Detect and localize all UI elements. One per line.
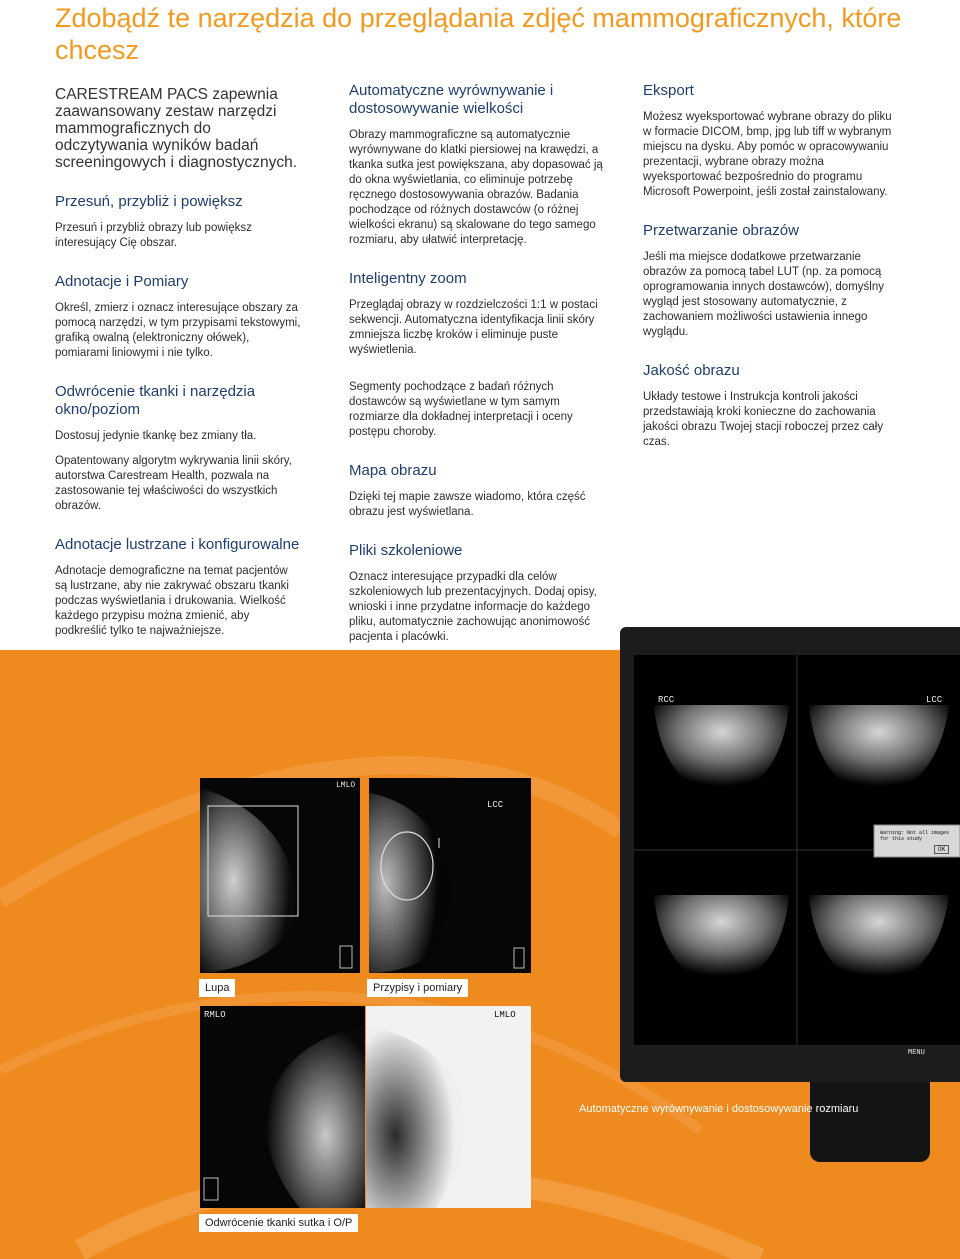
magnifier-image <box>200 778 360 973</box>
text-auto-align: Obrazy mammograficzne są automatycznie wyrównywane do klatki piersiowej na krawędzi, a tkanka sutka jest powiększana, aby dopasować ją do okna wyświetlania, co eliminuje potrzebę ręcznego dostosowywania obrazów. Badania pochodzące od różnych dostawców (o różnej wielkości ekranu) są skalowane do tego samego rozmiaru, aby ułatwić interpretację. <box>349 129 603 246</box>
page-title: Zdobądź te narzędzia do przeglądania zdjęć mammograficznych, które chcesz <box>55 3 902 65</box>
text-image-map: Dzięki tej mapie zawsze wiadomo, która część obrazu jest wyświetlana. <box>349 491 586 518</box>
annotations-header-lines <box>461 780 527 787</box>
text-tissue-inversion-2: Opatentowany algorytm wykrywania linii skóry, autorstwa Carestream Health, pozwala na zastosowanie tej właściwości do wszystkich obrazów. <box>55 455 292 512</box>
heading-image-quality: Jakość obrazu <box>643 362 740 379</box>
monitor-menu-button[interactable]: MENU <box>908 1049 925 1057</box>
inversion-caption: Odwrócenie tkanki sutka i O/P <box>199 1214 358 1232</box>
annotations-view-label: LCC <box>487 800 504 810</box>
monitor-rcc-label: RCC <box>658 695 675 705</box>
heading-auto-align: Automatyczne wyrównywanie i dostosowywanie wielkości <box>349 82 554 117</box>
text-mirror-annotations: Adnotacje demograficzne na temat pacjentów są lustrzane, aby nie zakrywać obszaru tkanki podczas wyświetlania i drukowania. Wielkość każdego przypisu można zmienić, aby podkreślić tylko te najważniejsze. <box>55 565 289 637</box>
heading-tissue-inversion: Odwrócenie tkanki i narzędzia okno/poziom <box>55 383 256 418</box>
monitor-dialog-text: Warning: Not all images for this study <box>880 830 950 842</box>
annotations-image <box>369 778 531 973</box>
heading-pan-zoom: Przesuń, przybliż i powiększ <box>55 193 243 210</box>
monitor-caption: Automatyczne wyrównywanie i dostosowywanie rozmiaru <box>579 1103 859 1115</box>
intro-text: CARESTREAM PACS zapewnia zaawansowany zestaw narzędzi mammograficznych do odczytywania wyników badań screeningowych i diagnostycznych. <box>55 86 298 171</box>
text-image-quality: Układy testowe i Instrukcja kontroli jakości przedstawiają kroki konieczne do zachowania jakości obrazu Twojej stacji roboczej przez cały czas. <box>643 391 884 448</box>
text-smart-zoom-1: Przeglądaj obrazy w rozdzielczości 1:1 w postaci sekwencji. Automatyczna identyfikacja linii skóry zmniejsza liczbę kroków i eliminuje puste wyświetlenia. <box>349 299 598 356</box>
monitor-lcc-label: LCC <box>926 695 943 705</box>
inversion-image-right <box>366 1006 531 1208</box>
monitor <box>620 627 960 1082</box>
column-2 <box>349 82 609 667</box>
magnifier-view-label: LMLO <box>336 781 356 790</box>
column-1 <box>55 86 303 661</box>
heading-image-map: Mapa obrazu <box>349 462 437 479</box>
decorative-arcs <box>620 0 960 650</box>
text-image-processing: Jeśli ma miejsce dodatkowe przetwarzanie obrazów za pomocą tabel LUT (np. za pomocą oprogramowania innych dostawców), domyślny wygląd jest stosowany automatycznie, z zachowaniem możliwości ustawienia innego wyglądu. <box>643 251 884 338</box>
heading-export: Eksport <box>643 82 694 99</box>
annotations-caption: Przypisy i pomiary <box>367 979 468 997</box>
monitor-dialog-ok-button[interactable]: OK <box>934 845 949 854</box>
heading-image-processing: Przetwarzanie obrazów <box>643 222 799 239</box>
monitor-stand <box>810 1082 930 1162</box>
heading-smart-zoom: Inteligentny zoom <box>349 270 467 287</box>
heading-annotations: Adnotacje i Pomiary <box>55 273 189 290</box>
text-tissue-inversion-1: Dostosuj jedynie tkankę bez zmiany tła. <box>55 430 257 442</box>
magnifier-caption: Lupa <box>199 979 235 997</box>
text-export: Możesz wyeksportować wybrane obrazy do pliku w formacie DICOM, bmp, jpg lub tiff w wybranym miejscu na dysku. Aby pomóc w opracowywaniu prezentacji, wybrane obrazy można wyeksportować bezpośrednio do programu Microsoft Powerpoint, jeśli został zainstalowany. <box>643 111 892 198</box>
inversion-image-left <box>200 1006 365 1208</box>
inversion-left-view-label: RMLO <box>204 1010 226 1020</box>
heading-mirror-annotations: Adnotacje lustrzane i konfigurowalne <box>55 536 300 553</box>
monitor-screen <box>634 655 960 1045</box>
text-teaching-files: Oznacz interesujące przypadki dla celów szkoleniowych lub prezentacyjnych. Dodaj opisy, wnioski i inne przydatne informacje do każdego pliku, automatycznie zachowując anonimowość pacjenta i placówki. <box>349 571 597 643</box>
text-pan-zoom: Przesuń i przybliż obrazy lub powiększ interesujący Cię obszar. <box>55 222 252 249</box>
text-smart-zoom-2: Segmenty pochodzące z badań różnych dostawców są wyświetlane w tym samym rozmiarze dla dokładnej interpretacji i oceny postępu choroby. <box>349 381 573 438</box>
heading-teaching-files: Pliki szkoleniowe <box>349 542 463 559</box>
text-annotations: Określ, zmierz i oznacz interesujące obszary za pomocą narzędzi, w tym przypisami tekstowymi, grafiką owalną (elektroniczny ołówek), pomiarami liniowymi i nie tylko. <box>55 302 301 359</box>
inversion-right-view-label: LMLO <box>494 1010 516 1020</box>
